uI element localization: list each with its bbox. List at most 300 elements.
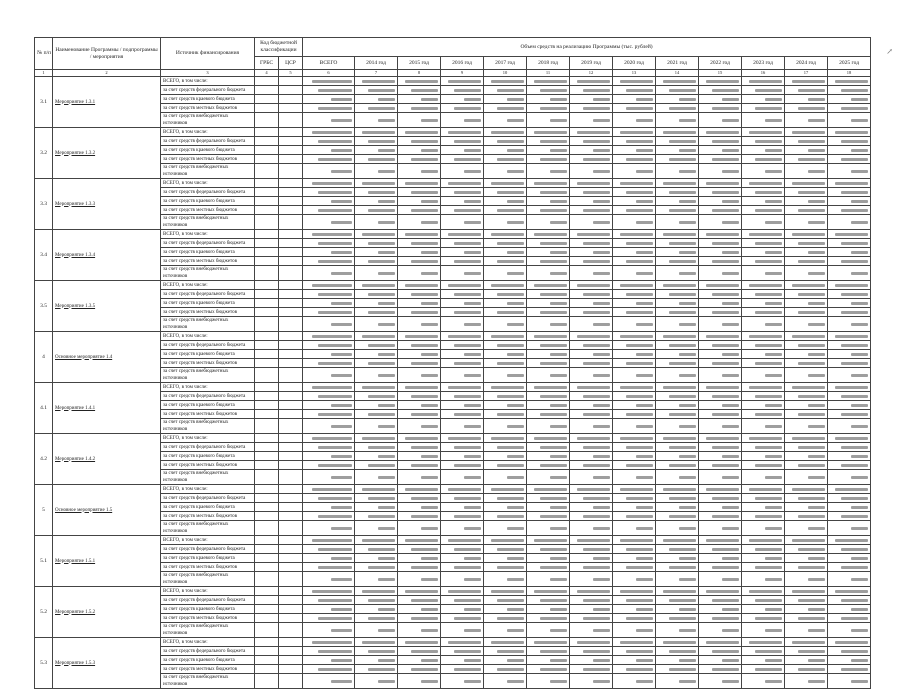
illegible-value	[669, 209, 696, 212]
illegible-value	[593, 251, 610, 254]
budget-code-cell	[255, 623, 279, 638]
illegible-value	[749, 284, 782, 287]
amount-cell	[570, 494, 613, 503]
amount-cell	[656, 503, 699, 512]
amount-cell	[441, 563, 484, 572]
amount-cell	[656, 281, 699, 290]
amount-cell	[742, 521, 785, 536]
table-row	[35, 503, 871, 512]
illegible-value	[464, 557, 481, 560]
illegible-value	[841, 191, 868, 194]
illegible-value	[464, 629, 481, 632]
illegible-value	[497, 617, 524, 620]
illegible-value	[421, 680, 438, 683]
illegible-value	[669, 617, 696, 620]
amount-cell	[570, 410, 613, 419]
amount-cell	[699, 137, 742, 146]
illegible-value	[577, 80, 610, 83]
illegible-value	[378, 557, 395, 560]
amount-cell	[398, 674, 441, 689]
amount-cell	[441, 128, 484, 137]
amount-cell	[742, 290, 785, 299]
illegible-value	[798, 293, 825, 296]
budget-code-cell	[279, 572, 303, 587]
illegible-value	[712, 140, 739, 143]
budget-code-cell	[255, 359, 279, 368]
illegible-value	[318, 344, 352, 347]
illegible-value	[851, 506, 868, 509]
amount-cell	[355, 512, 398, 521]
illegible-value	[712, 89, 739, 92]
amount-cell	[398, 206, 441, 215]
amount-cell	[484, 164, 527, 179]
illegible-value	[636, 323, 653, 326]
header-year: 2017 год	[484, 57, 527, 70]
illegible-value	[808, 251, 825, 254]
illegible-value	[706, 182, 739, 185]
illegible-value	[411, 140, 438, 143]
budget-code-cell	[279, 470, 303, 485]
illegible-value	[626, 107, 653, 110]
amount-cell	[398, 179, 441, 188]
illegible-value	[712, 566, 739, 569]
amount-cell	[828, 383, 871, 392]
amount-cell	[785, 485, 828, 494]
table-row	[35, 536, 871, 545]
amount-cell	[570, 146, 613, 155]
amount-cell	[828, 215, 871, 230]
amount-cell	[699, 332, 742, 341]
amount-cell	[656, 308, 699, 317]
amount-cell	[441, 656, 484, 665]
illegible-value	[669, 650, 696, 653]
amount-cell	[656, 512, 699, 521]
amount-cell	[303, 512, 355, 521]
illegible-value	[722, 455, 739, 458]
funding-source-label: за счет средств местных бюджетов	[161, 410, 255, 419]
amount-cell	[828, 563, 871, 572]
illegible-value	[749, 80, 782, 83]
illegible-value	[312, 131, 352, 134]
amount-cell	[613, 461, 656, 470]
amount-cell	[355, 461, 398, 470]
illegible-value	[835, 131, 868, 134]
illegible-value	[421, 476, 438, 479]
illegible-value	[669, 107, 696, 110]
illegible-value	[362, 80, 395, 83]
illegible-value	[765, 506, 782, 509]
amount-cell	[527, 572, 570, 587]
illegible-value	[755, 515, 782, 518]
illegible-value	[507, 476, 524, 479]
amount-cell	[355, 614, 398, 623]
amount-cell	[656, 545, 699, 554]
illegible-value	[841, 158, 868, 161]
illegible-value	[755, 395, 782, 398]
illegible-value	[792, 284, 825, 287]
illegible-value	[593, 506, 610, 509]
amount-cell	[699, 239, 742, 248]
budget-code-cell	[255, 596, 279, 605]
illegible-value	[491, 641, 524, 644]
illegible-value	[368, 395, 395, 398]
amount-cell	[613, 308, 656, 317]
illegible-value	[312, 539, 352, 542]
amount-cell	[828, 164, 871, 179]
table-row	[35, 563, 871, 572]
illegible-value	[593, 476, 610, 479]
illegible-value	[712, 599, 739, 602]
illegible-value	[331, 629, 352, 632]
amount-cell	[484, 410, 527, 419]
illegible-value	[368, 242, 395, 245]
amount-cell	[484, 614, 527, 623]
budget-code-cell	[255, 410, 279, 419]
amount-cell	[570, 434, 613, 443]
illegible-value	[507, 272, 524, 275]
amount-cell	[828, 461, 871, 470]
table-row	[35, 494, 871, 503]
illegible-value	[331, 608, 352, 611]
illegible-value	[620, 233, 653, 236]
measure-title: Мероприятие 1.3.5	[55, 303, 96, 309]
amount-cell	[699, 197, 742, 206]
illegible-value	[679, 170, 696, 173]
table-row	[35, 452, 871, 461]
budget-code-cell	[279, 77, 303, 86]
amount-cell	[484, 605, 527, 614]
amount-cell	[355, 188, 398, 197]
amount-cell	[742, 188, 785, 197]
amount-cell	[527, 434, 570, 443]
illegible-value	[362, 335, 395, 338]
amount-cell	[656, 368, 699, 383]
amount-cell	[303, 485, 355, 494]
illegible-value	[368, 311, 395, 314]
amount-cell	[398, 392, 441, 401]
amount-cell	[699, 605, 742, 614]
illegible-value	[454, 311, 481, 314]
amount-cell	[785, 521, 828, 536]
header-total: ВСЕГО	[303, 57, 355, 70]
illegible-value	[312, 590, 352, 593]
illegible-value	[497, 413, 524, 416]
amount-cell	[527, 359, 570, 368]
funding-source-label: за счет средств внебюджетных источников	[161, 266, 255, 281]
budget-code-cell	[279, 308, 303, 317]
illegible-value	[312, 488, 352, 491]
illegible-value	[362, 641, 395, 644]
amount-cell	[398, 164, 441, 179]
illegible-value	[679, 659, 696, 662]
illegible-value	[491, 182, 524, 185]
amount-cell	[656, 461, 699, 470]
illegible-value	[765, 119, 782, 122]
row-number: 3.5	[35, 281, 53, 332]
illegible-value	[405, 488, 438, 491]
illegible-value	[540, 344, 567, 347]
illegible-value	[765, 425, 782, 428]
illegible-value	[706, 488, 739, 491]
amount-cell	[355, 257, 398, 266]
amount-cell	[699, 257, 742, 266]
illegible-value	[798, 140, 825, 143]
amount-cell	[527, 596, 570, 605]
amount-cell	[742, 113, 785, 128]
illegible-value	[421, 200, 438, 203]
budget-code-cell	[279, 257, 303, 266]
amount-cell	[398, 230, 441, 239]
amount-cell	[303, 359, 355, 368]
amount-cell	[699, 128, 742, 137]
illegible-value	[798, 158, 825, 161]
illegible-value	[497, 191, 524, 194]
illegible-value	[378, 302, 395, 305]
illegible-value	[593, 425, 610, 428]
illegible-value	[620, 131, 653, 134]
budget-code-cell	[279, 419, 303, 434]
funding-source-label: за счет средств краевого бюджета	[161, 656, 255, 665]
amount-cell	[441, 281, 484, 290]
amount-cell	[303, 95, 355, 104]
amount-cell	[613, 665, 656, 674]
illegible-value	[669, 413, 696, 416]
illegible-value	[534, 284, 567, 287]
amount-cell	[656, 614, 699, 623]
amount-cell	[570, 587, 613, 596]
measure-title: Мероприятие 1.3.3	[55, 201, 96, 207]
amount-cell	[527, 290, 570, 299]
illegible-value	[712, 191, 739, 194]
table-body	[35, 77, 871, 689]
amount-cell	[527, 281, 570, 290]
illegible-value	[411, 209, 438, 212]
budget-code-cell	[279, 197, 303, 206]
illegible-value	[679, 557, 696, 560]
amount-cell	[699, 452, 742, 461]
table-row	[35, 470, 871, 485]
illegible-value	[448, 233, 481, 236]
amount-cell	[398, 341, 441, 350]
illegible-value	[835, 641, 868, 644]
amount-cell	[742, 503, 785, 512]
amount-cell	[828, 638, 871, 647]
illegible-value	[679, 353, 696, 356]
illegible-value	[454, 497, 481, 500]
amount-cell	[398, 188, 441, 197]
amount-cell	[828, 230, 871, 239]
amount-cell	[527, 128, 570, 137]
amount-cell	[742, 470, 785, 485]
illegible-value	[620, 590, 653, 593]
illegible-value	[318, 515, 352, 518]
amount-cell	[785, 503, 828, 512]
amount-cell	[570, 545, 613, 554]
illegible-value	[722, 251, 739, 254]
amount-cell	[785, 290, 828, 299]
budget-code-cell	[279, 485, 303, 494]
amount-cell	[398, 647, 441, 656]
amount-cell	[527, 95, 570, 104]
amount-cell	[355, 401, 398, 410]
amount-cell	[527, 164, 570, 179]
amount-cell	[570, 647, 613, 656]
amount-cell	[527, 350, 570, 359]
budget-code-cell	[255, 605, 279, 614]
amount-cell	[398, 248, 441, 257]
illegible-value	[841, 668, 868, 671]
table-row	[35, 197, 871, 206]
amount-cell	[785, 536, 828, 545]
illegible-value	[464, 659, 481, 662]
amount-cell	[570, 230, 613, 239]
illegible-value	[636, 170, 653, 173]
table-row	[35, 461, 871, 470]
amount-cell	[355, 266, 398, 281]
illegible-value	[706, 437, 739, 440]
amount-cell	[355, 368, 398, 383]
illegible-value	[464, 98, 481, 101]
illegible-value	[362, 182, 395, 185]
amount-cell	[484, 536, 527, 545]
amount-cell	[398, 623, 441, 638]
amount-cell	[303, 188, 355, 197]
amount-cell	[355, 350, 398, 359]
amount-cell	[699, 77, 742, 86]
amount-cell	[303, 383, 355, 392]
amount-cell	[441, 230, 484, 239]
amount-cell	[527, 230, 570, 239]
amount-cell	[828, 188, 871, 197]
amount-cell	[570, 239, 613, 248]
illegible-value	[411, 464, 438, 467]
illegible-value	[331, 680, 352, 683]
amount-cell	[570, 521, 613, 536]
illegible-value	[421, 251, 438, 254]
amount-cell	[303, 470, 355, 485]
illegible-value	[405, 182, 438, 185]
illegible-value	[851, 221, 868, 224]
illegible-value	[712, 497, 739, 500]
illegible-value	[583, 566, 610, 569]
illegible-value	[331, 251, 352, 254]
amount-cell	[656, 383, 699, 392]
amount-cell	[742, 230, 785, 239]
table-row	[35, 485, 871, 494]
header-year: 2024 год	[785, 57, 828, 70]
amount-cell	[303, 155, 355, 164]
amount-cell	[527, 86, 570, 95]
amount-cell	[570, 596, 613, 605]
amount-cell	[785, 104, 828, 113]
amount-cell	[828, 623, 871, 638]
illegible-value	[464, 680, 481, 683]
illegible-value	[318, 293, 352, 296]
amount-cell	[656, 434, 699, 443]
funding-source-label: за счет средств местных бюджетов	[161, 104, 255, 113]
illegible-value	[808, 680, 825, 683]
illegible-value	[331, 557, 352, 560]
illegible-value	[464, 272, 481, 275]
illegible-value	[368, 599, 395, 602]
table-row	[35, 188, 871, 197]
illegible-value	[540, 260, 567, 263]
amount-cell	[828, 401, 871, 410]
illegible-value	[405, 641, 438, 644]
illegible-value	[411, 260, 438, 263]
illegible-value	[362, 539, 395, 542]
amount-cell	[742, 137, 785, 146]
illegible-value	[497, 362, 524, 365]
amount-cell	[570, 572, 613, 587]
illegible-value	[626, 497, 653, 500]
amount-cell	[570, 656, 613, 665]
illegible-value	[583, 515, 610, 518]
illegible-value	[448, 590, 481, 593]
amount-cell	[828, 206, 871, 215]
amount-cell	[656, 299, 699, 308]
amount-cell	[613, 248, 656, 257]
illegible-value	[507, 527, 524, 530]
amount-cell	[828, 572, 871, 587]
illegible-value	[454, 464, 481, 467]
illegible-value	[464, 353, 481, 356]
illegible-value	[722, 323, 739, 326]
table-row	[35, 179, 871, 188]
amount-cell	[303, 452, 355, 461]
amount-cell	[303, 77, 355, 86]
amount-cell	[484, 104, 527, 113]
amount-cell	[699, 401, 742, 410]
illegible-value	[318, 464, 352, 467]
amount-cell	[570, 401, 613, 410]
amount-cell	[613, 257, 656, 266]
amount-cell	[570, 155, 613, 164]
illegible-value	[851, 578, 868, 581]
illegible-value	[841, 362, 868, 365]
illegible-value	[550, 98, 567, 101]
illegible-value	[378, 476, 395, 479]
illegible-value	[663, 335, 696, 338]
amount-cell	[527, 401, 570, 410]
amount-cell	[742, 281, 785, 290]
amount-cell	[355, 521, 398, 536]
amount-cell	[303, 443, 355, 452]
illegible-value	[491, 386, 524, 389]
illegible-value	[368, 107, 395, 110]
header-year: 2019 год	[570, 57, 613, 70]
funding-source-label: за счет средств краевого бюджета	[161, 605, 255, 614]
amount-cell	[484, 137, 527, 146]
amount-cell	[484, 434, 527, 443]
amount-cell	[656, 197, 699, 206]
column-number: 17	[785, 70, 828, 77]
illegible-value	[507, 170, 524, 173]
budget-code-cell	[255, 572, 279, 587]
page-corner-mark: ↗	[886, 47, 893, 56]
budget-code-cell	[255, 257, 279, 266]
illegible-value	[706, 641, 739, 644]
amount-cell	[613, 470, 656, 485]
amount-cell	[613, 419, 656, 434]
amount-cell	[303, 554, 355, 563]
amount-cell	[303, 113, 355, 128]
amount-cell	[656, 257, 699, 266]
illegible-value	[593, 659, 610, 662]
illegible-value	[368, 668, 395, 671]
illegible-value	[755, 209, 782, 212]
illegible-value	[411, 599, 438, 602]
